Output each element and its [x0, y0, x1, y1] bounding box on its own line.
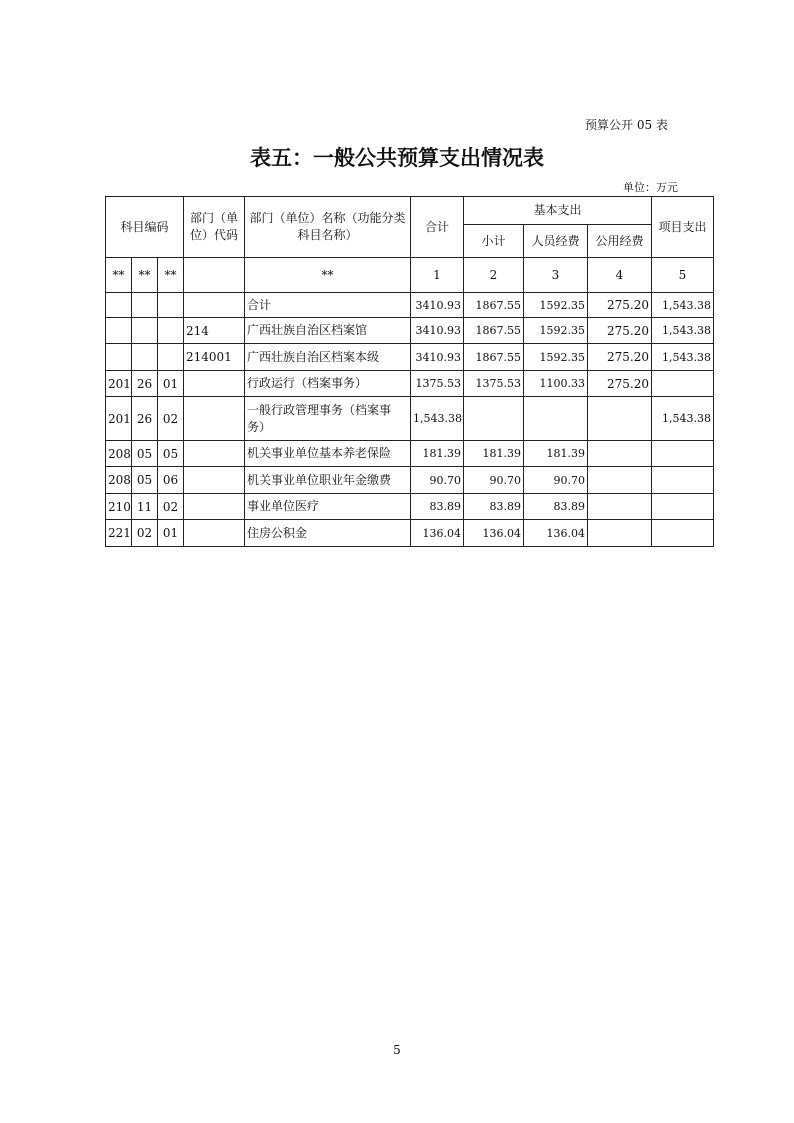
dept-name-cell: 广西壮族自治区档案本级: [245, 344, 411, 371]
project-cell: 1,543.38: [652, 293, 714, 318]
table-row: [106, 467, 714, 494]
subtotal-cell: [464, 397, 524, 441]
public-cell: [588, 397, 652, 441]
dept-code-cell: [184, 441, 245, 467]
personnel-cell: 83.89: [524, 494, 588, 520]
total-cell: 1375.53: [411, 371, 464, 397]
subject-item-cell: 02: [158, 494, 184, 520]
header-public: 公用经费: [588, 225, 652, 258]
total-cell: 83.89: [411, 494, 464, 520]
dept-name-cell: 行政运行（档案事务）: [245, 371, 411, 397]
header-basic: 基本支出: [464, 197, 652, 225]
subject-item-cell: 02: [158, 397, 184, 441]
subtotal-cell: 90.70: [464, 467, 524, 494]
subject-section-cell: 11: [132, 494, 158, 520]
header-total: 合计: [411, 197, 464, 258]
dept-name-cell: 事业单位医疗: [245, 494, 411, 520]
public-cell: 275.20: [588, 293, 652, 318]
subject-section-cell: 26: [132, 371, 158, 397]
personnel-cell: 1100.33: [524, 371, 588, 397]
subtotal-cell: 1375.53: [464, 371, 524, 397]
public-cell: [588, 441, 652, 467]
header-dept-code: 部门（单位）代码: [184, 197, 245, 258]
personnel-cell: 136.04: [524, 520, 588, 547]
subject-class-cell: [106, 293, 132, 318]
subtotal-cell: 136.04: [464, 520, 524, 547]
subject-section-cell: [132, 318, 158, 344]
total-cell: 90.70: [411, 467, 464, 494]
table-row: [106, 397, 714, 441]
total-cell: 3410.93: [411, 318, 464, 344]
project-cell: 1,543.38: [652, 397, 714, 441]
public-cell: [588, 494, 652, 520]
subject-section-cell: 05: [132, 441, 158, 467]
index-cell: **: [106, 258, 132, 293]
index-cell: [184, 258, 245, 293]
dept-code-cell: [184, 520, 245, 547]
dept-code-cell: [184, 371, 245, 397]
subtotal-cell: 181.39: [464, 441, 524, 467]
total-cell: 136.04: [411, 520, 464, 547]
dept-code-cell: [184, 293, 245, 318]
dept-name-cell: 机关事业单位基本养老保险: [245, 441, 411, 467]
dept-code-cell: 214001: [184, 344, 245, 371]
project-cell: [652, 494, 714, 520]
subject-section-cell: [132, 344, 158, 371]
subject-class-cell: 221: [106, 520, 132, 547]
project-cell: 1,543.38: [652, 344, 714, 371]
subtotal-cell: 83.89: [464, 494, 524, 520]
header-subject-code: 科目编码: [106, 197, 184, 258]
budget-table: [105, 196, 714, 547]
index-cell: 5: [652, 258, 714, 293]
index-cell: **: [245, 258, 411, 293]
table-row: [106, 318, 714, 344]
index-cell: **: [158, 258, 184, 293]
project-cell: 1,543.38: [652, 318, 714, 344]
subject-class-cell: 210: [106, 494, 132, 520]
total-cell: 181.39: [411, 441, 464, 467]
dept-code-cell: [184, 397, 245, 441]
index-cell: 1: [411, 258, 464, 293]
subject-section-cell: 02: [132, 520, 158, 547]
total-cell: 3410.93: [411, 344, 464, 371]
dept-code-cell: [184, 467, 245, 494]
dept-name-cell: 一般行政管理事务（档案事务）: [245, 397, 411, 441]
subject-item-cell: 01: [158, 520, 184, 547]
form-code: 预算公开 05 表: [585, 118, 668, 132]
public-cell: 275.20: [588, 344, 652, 371]
public-cell: [588, 520, 652, 547]
dept-name-cell: 住房公积金: [245, 520, 411, 547]
personnel-cell: 1592.35: [524, 293, 588, 318]
subject-item-cell: 06: [158, 467, 184, 494]
table-row: [106, 520, 714, 547]
table-row: [106, 441, 714, 467]
table-row: [106, 494, 714, 520]
page-number: 5: [393, 1043, 401, 1057]
project-cell: [652, 371, 714, 397]
index-cell: 3: [524, 258, 588, 293]
subject-item-cell: 01: [158, 371, 184, 397]
index-cell: 4: [588, 258, 652, 293]
subject-section-cell: 05: [132, 467, 158, 494]
personnel-cell: 181.39: [524, 441, 588, 467]
dept-code-cell: 214: [184, 318, 245, 344]
project-cell: [652, 441, 714, 467]
project-cell: [652, 520, 714, 547]
total-cell: 3410.93: [411, 293, 464, 318]
dept-name-cell: 广西壮族自治区档案馆: [245, 318, 411, 344]
index-cell: **: [132, 258, 158, 293]
public-cell: 275.20: [588, 371, 652, 397]
subtotal-cell: 1867.55: [464, 318, 524, 344]
header-personnel: 人员经费: [524, 225, 588, 258]
subject-class-cell: 208: [106, 467, 132, 494]
total-cell: 1,543.38: [411, 397, 464, 441]
index-cell: 2: [464, 258, 524, 293]
subject-class-cell: 201: [106, 371, 132, 397]
subject-section-cell: [132, 293, 158, 318]
subject-item-cell: 05: [158, 441, 184, 467]
dept-name-cell: 机关事业单位职业年金缴费: [245, 467, 411, 494]
subject-class-cell: [106, 344, 132, 371]
header-subtotal: 小计: [464, 225, 524, 258]
unit-label: 单位：万元: [623, 181, 678, 194]
subject-item-cell: [158, 318, 184, 344]
personnel-cell: 1592.35: [524, 344, 588, 371]
subject-item-cell: [158, 344, 184, 371]
subtotal-cell: 1867.55: [464, 293, 524, 318]
dept-name-cell: 合计: [245, 293, 411, 318]
index-row: [106, 258, 714, 293]
subtotal-cell: 1867.55: [464, 344, 524, 371]
personnel-cell: 90.70: [524, 467, 588, 494]
dept-code-cell: [184, 494, 245, 520]
public-cell: 275.20: [588, 318, 652, 344]
table-row: [106, 371, 714, 397]
header-dept-name: 部门（单位）名称（功能分类科目名称）: [245, 197, 411, 258]
table-row: [106, 344, 714, 371]
subject-class-cell: 201: [106, 397, 132, 441]
personnel-cell: 1592.35: [524, 318, 588, 344]
subject-section-cell: 26: [132, 397, 158, 441]
page-title: 表五：一般公共预算支出情况表: [250, 146, 544, 170]
header-project: 项目支出: [652, 197, 714, 258]
subject-class-cell: [106, 318, 132, 344]
project-cell: [652, 467, 714, 494]
personnel-cell: [524, 397, 588, 441]
subject-item-cell: [158, 293, 184, 318]
public-cell: [588, 467, 652, 494]
table-row: [106, 293, 714, 318]
subject-class-cell: 208: [106, 441, 132, 467]
